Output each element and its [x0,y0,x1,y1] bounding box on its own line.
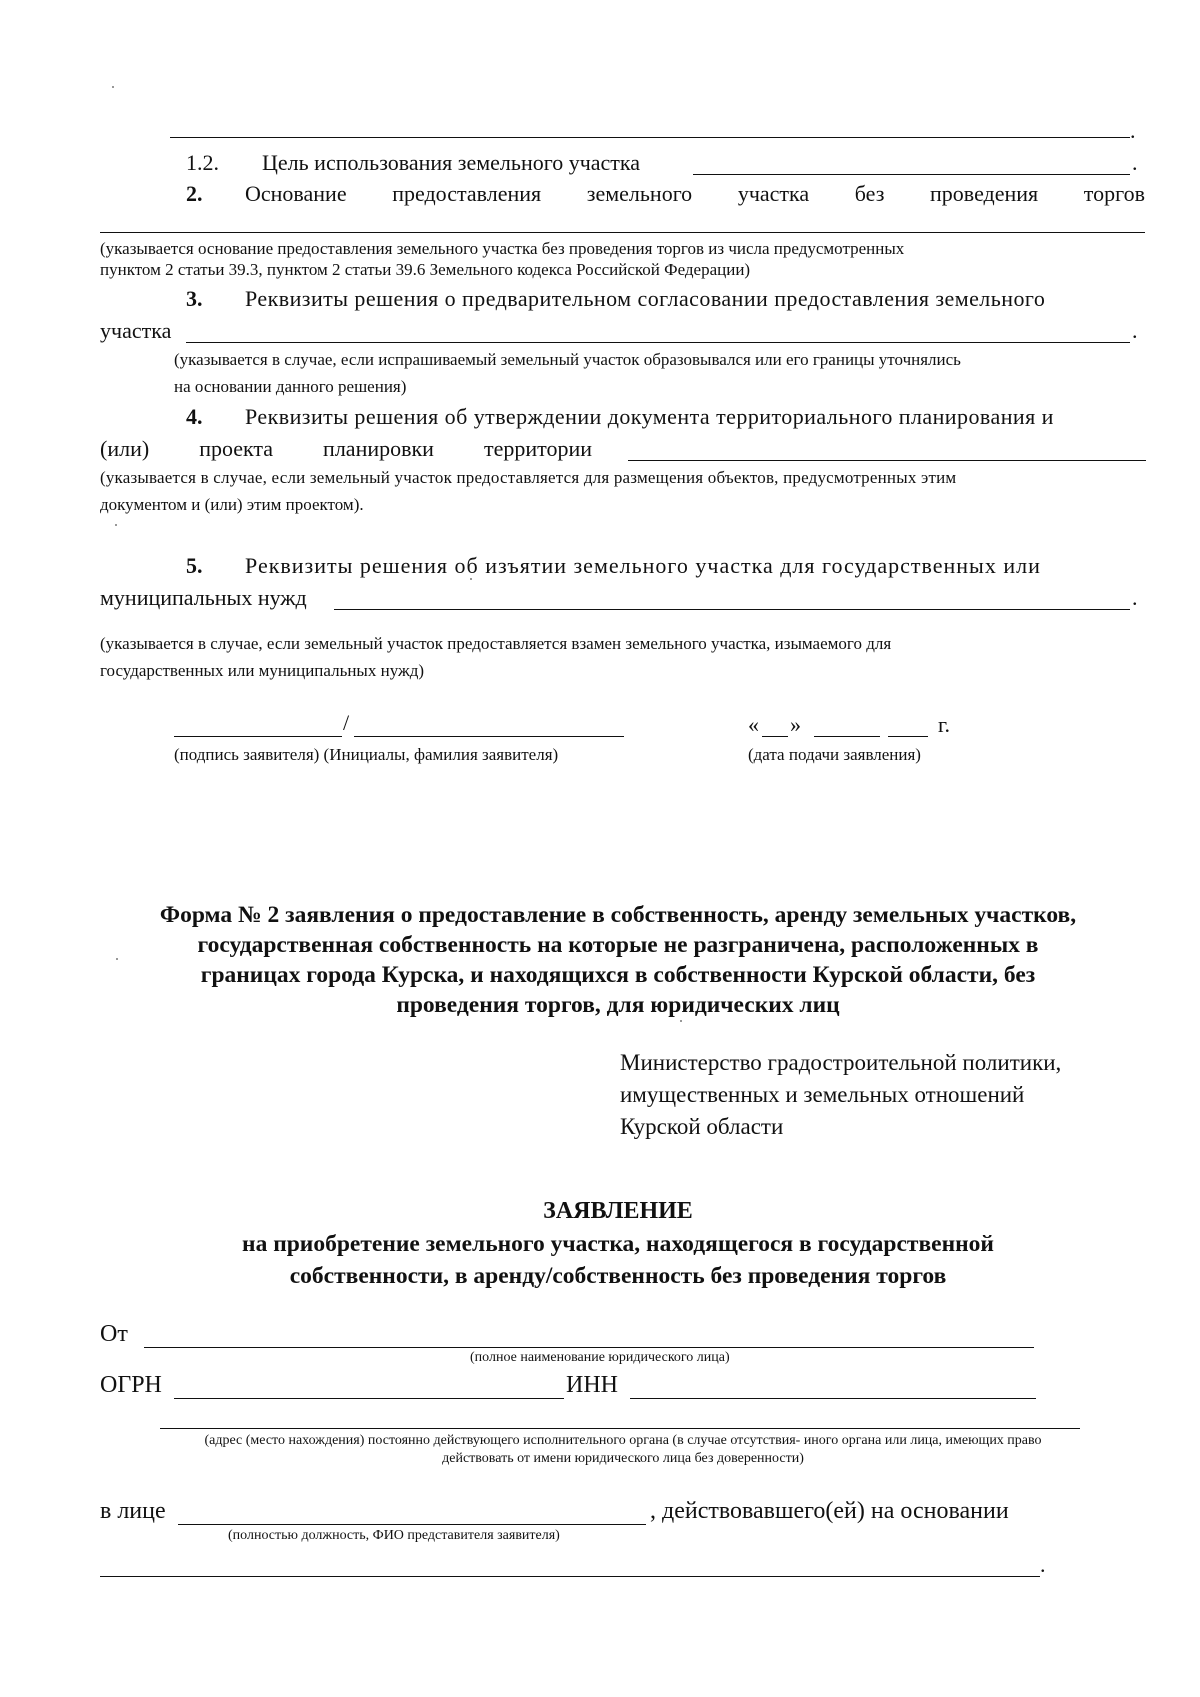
signature-slash: / [343,710,350,735]
s4-number: 4. [186,404,203,429]
s4-line-2: (или) проекта планировки территории [100,436,592,461]
s12-number: 1.2. [186,150,219,175]
date-day-field[interactable] [762,736,788,737]
s2-number: 2. [186,181,203,206]
ogrn-label: ОГРН [100,1372,162,1398]
s12-period: . [1132,150,1138,175]
s3-line-2: участка [100,318,172,343]
ogrn-field[interactable] [174,1398,564,1399]
rep-suffix: , действовавшего(ей) на основании [650,1498,1009,1524]
top-line-period: . [1130,118,1136,143]
s3-period: . [1132,318,1138,343]
s5-number: 5. [186,553,203,578]
form2-title: Форма № 2 заявления о предоставление в собственность, аренду земельных участков, государственная собственность на которые не разграничена, расположенных в границах города Курска, и находящихся в собственности Курской области, без проведения торгов, для юридических лиц [159,902,1077,1018]
statement-heading: ЗАЯВЛЕНИЕ [543,1198,693,1224]
rep-field[interactable] [178,1524,646,1525]
scan-speck [470,578,472,580]
s3-requisites-field[interactable] [186,342,1130,343]
from-field[interactable] [144,1347,1034,1348]
s3-line-1: Реквизиты решения о предварительном согласовании предоставления земельного [245,286,1046,311]
scan-speck [115,524,117,526]
rep-label: в лице [100,1498,166,1524]
date-year-field[interactable] [888,736,928,737]
s4-requisites-field[interactable] [628,460,1146,461]
inn-label: ИНН [566,1372,618,1398]
s2-label: Основание предоставления земельного участка без проведения торгов [245,181,1145,206]
top-blank-line[interactable] [170,137,1130,138]
statement-subtitle-1: на приобретение земельного участка, находящегося в государственной [242,1231,994,1257]
s3-number: 3. [186,286,203,311]
s5-period: . [1132,585,1138,610]
signature-caption: (подпись заявителя) (Инициалы, фамилия заявителя) [174,745,559,764]
s4-line-1: Реквизиты решения об утверждении документа территориального планирования и [245,404,1054,429]
s5-line-1: Реквизиты решения об изъятии земельного участка для государственных или [245,553,1041,578]
s4-hint-1: (указывается в случае, если земельный участок предоставляется для размещения объектов, предусмотренных этим [100,468,957,487]
address-field[interactable] [160,1428,1080,1429]
address-caption: (адрес (место нахождения) постоянно действующего исполнительного органа (в случае отсутствия- иного органа или лица, имеющих право действовать от имени юридического лица без доверенности) [204,1433,1042,1466]
s5-line-2: муниципальных нужд [100,585,307,610]
scan-speck [112,86,114,88]
s12-purpose-field[interactable] [693,174,1130,175]
s5-requisites-field[interactable] [334,609,1130,610]
scan-speck [116,958,118,960]
inn-field[interactable] [630,1398,1036,1399]
rep-caption: (полностью должность, ФИО представителя заявителя) [228,1528,560,1543]
applicant-name-field[interactable] [354,736,624,737]
statement-subtitle-2: собственности, в аренду/собственность без проведения торгов [289,1263,947,1289]
signature-field[interactable] [174,736,342,737]
date-open-quote: « [748,712,759,737]
date-year-suffix: г. [938,712,951,737]
date-month-field[interactable] [814,736,880,737]
s5-hint-2: государственных или муниципальных нужд) [100,661,425,680]
from-caption: (полное наименование юридического лица) [470,1350,730,1365]
s12-label: Цель использования земельного участка [262,150,641,175]
s2-hint-1: (указывается основание предоставления земельного участка без проведения торгов из числа предусмотренных [100,239,905,258]
s2-hint-2: пунктом 2 статьи 39.3, пунктом 2 статьи 39.6 Земельного кодекса Российской Федерации) [100,260,751,279]
s5-hint-1: (указывается в случае, если земельный участок предоставляется взамен земельного участка, изымаемого для [100,634,892,653]
addressee: Министерство градостроительной политики, имущественных и земельных отношений Курской области [620,1050,1062,1139]
rep-basis-period: . [1040,1552,1046,1577]
s4-hint-2: документом и (или) этим проектом). [100,495,364,514]
from-label: От [100,1321,128,1347]
s2-basis-field[interactable] [100,232,1145,233]
date-close-quote: » [790,712,801,737]
date-caption: (дата подачи заявления) [748,745,921,764]
scan-speck [680,1020,682,1022]
s3-hint-2: на основании данного решения) [174,377,407,396]
s3-hint-1: (указывается в случае, если испрашиваемый земельный участок образовывался или его границы уточнялись [174,350,961,369]
rep-basis-field[interactable] [100,1576,1040,1577]
